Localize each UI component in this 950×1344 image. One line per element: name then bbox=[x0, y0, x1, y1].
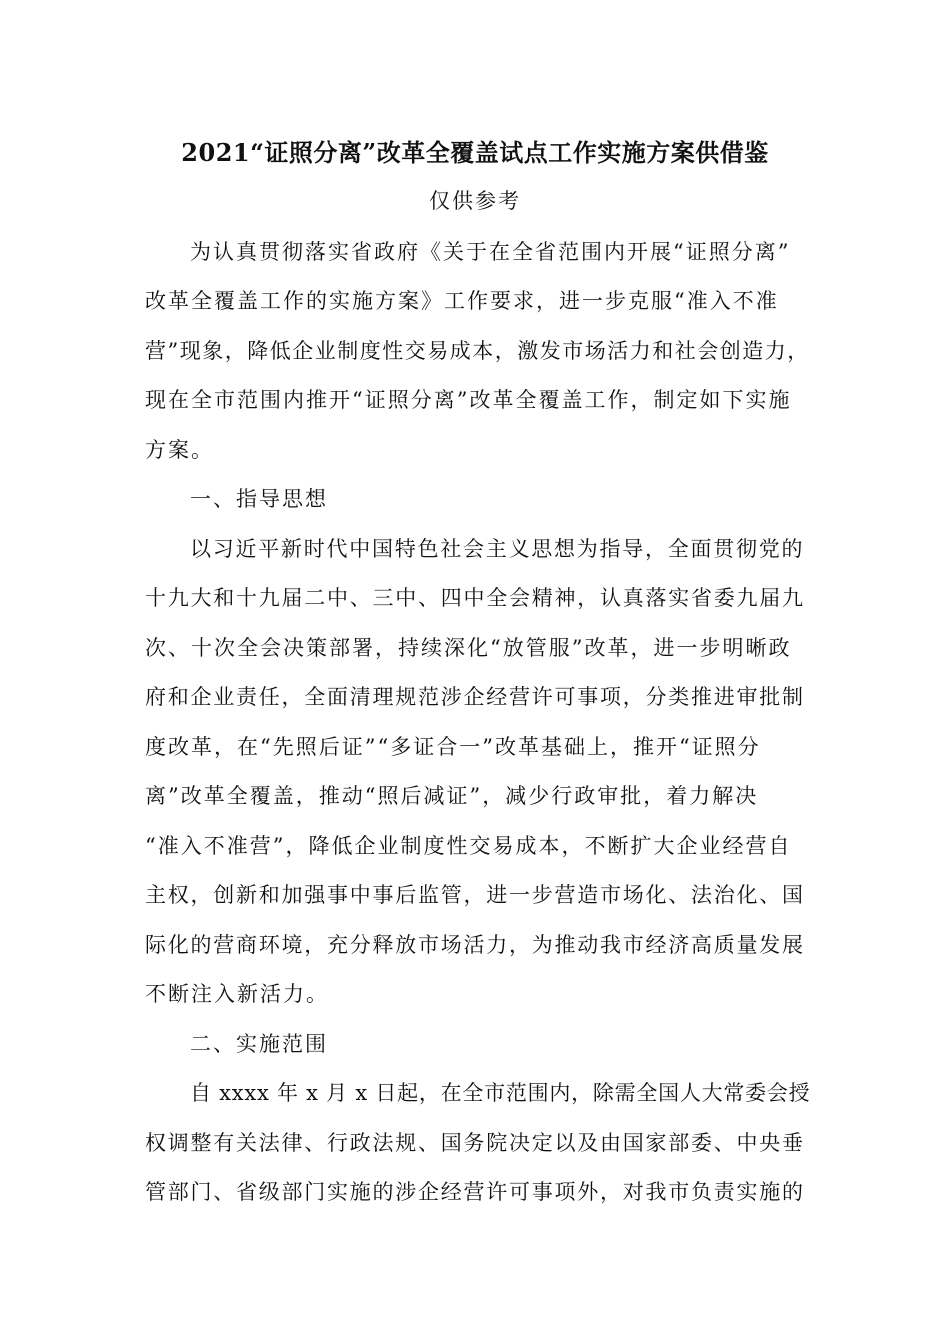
body-line: 改革全覆盖工作的实施方案》工作要求，进一步克服“准入不准 bbox=[145, 289, 779, 313]
document-title: 2021“证照分离”改革全覆盖试点工作实施方案供借鉴 bbox=[181, 138, 769, 167]
body-line: 十九大和十九届二中、三中、四中全会精神，认真落实省委九届九 bbox=[145, 586, 805, 610]
body-line: 方案。 bbox=[145, 438, 214, 462]
body-line: 为认真贯彻落实省政府《关于在全省范围内开展“证照分离” bbox=[190, 240, 791, 264]
body-line: 营”现象，降低企业制度性交易成本，激发市场活力和社会创造力， bbox=[145, 339, 810, 363]
body-line: 度改革，在“先照后证”“多证合一”改革基础上，推开“证照分 bbox=[145, 735, 761, 759]
body-line: 自 xxxx 年 x 月 x 日起，在全市范围内，除需全国人大常委会授 bbox=[190, 1081, 811, 1105]
body-line: 府和企业责任，全面清理规范涉企经营许可事项，分类推进审批制 bbox=[145, 685, 805, 709]
body-line: 以习近平新时代中国特色社会主义思想为指导，全面贯彻党的 bbox=[190, 537, 805, 561]
section-heading: 二、实施范围 bbox=[190, 1032, 328, 1056]
body-line: 现在全市范围内推开“证照分离”改革全覆盖工作，制定如下实施 bbox=[145, 388, 792, 412]
body-line: 权调整有关法律、行政法规、国务院决定以及由国家部委、中央垂 bbox=[145, 1131, 805, 1155]
document-subtitle: 仅供参考 bbox=[429, 189, 521, 213]
body-line: 主权，创新和加强事中事后监管，进一步营造市场化、法治化、国 bbox=[145, 883, 805, 907]
body-line: 离”改革全覆盖，推动“照后减证”，减少行政审批，着力解决 bbox=[145, 784, 759, 808]
body-line: 管部门、省级部门实施的涉企经营许可事项外，对我市负责实施的 bbox=[145, 1180, 805, 1204]
body-line: “准入不准营”，降低企业制度性交易成本，不断扩大企业经营自 bbox=[145, 834, 792, 858]
section-heading: 一、指导思想 bbox=[190, 487, 328, 511]
body-line: 际化的营商环境，充分释放市场活力，为推动我市经济高质量发展 bbox=[145, 933, 805, 957]
body-line: 不断注入新活力。 bbox=[145, 982, 329, 1006]
body-line: 次、十次全会决策部署，持续深化“放管服”改革，进一步明晰政 bbox=[145, 636, 792, 660]
